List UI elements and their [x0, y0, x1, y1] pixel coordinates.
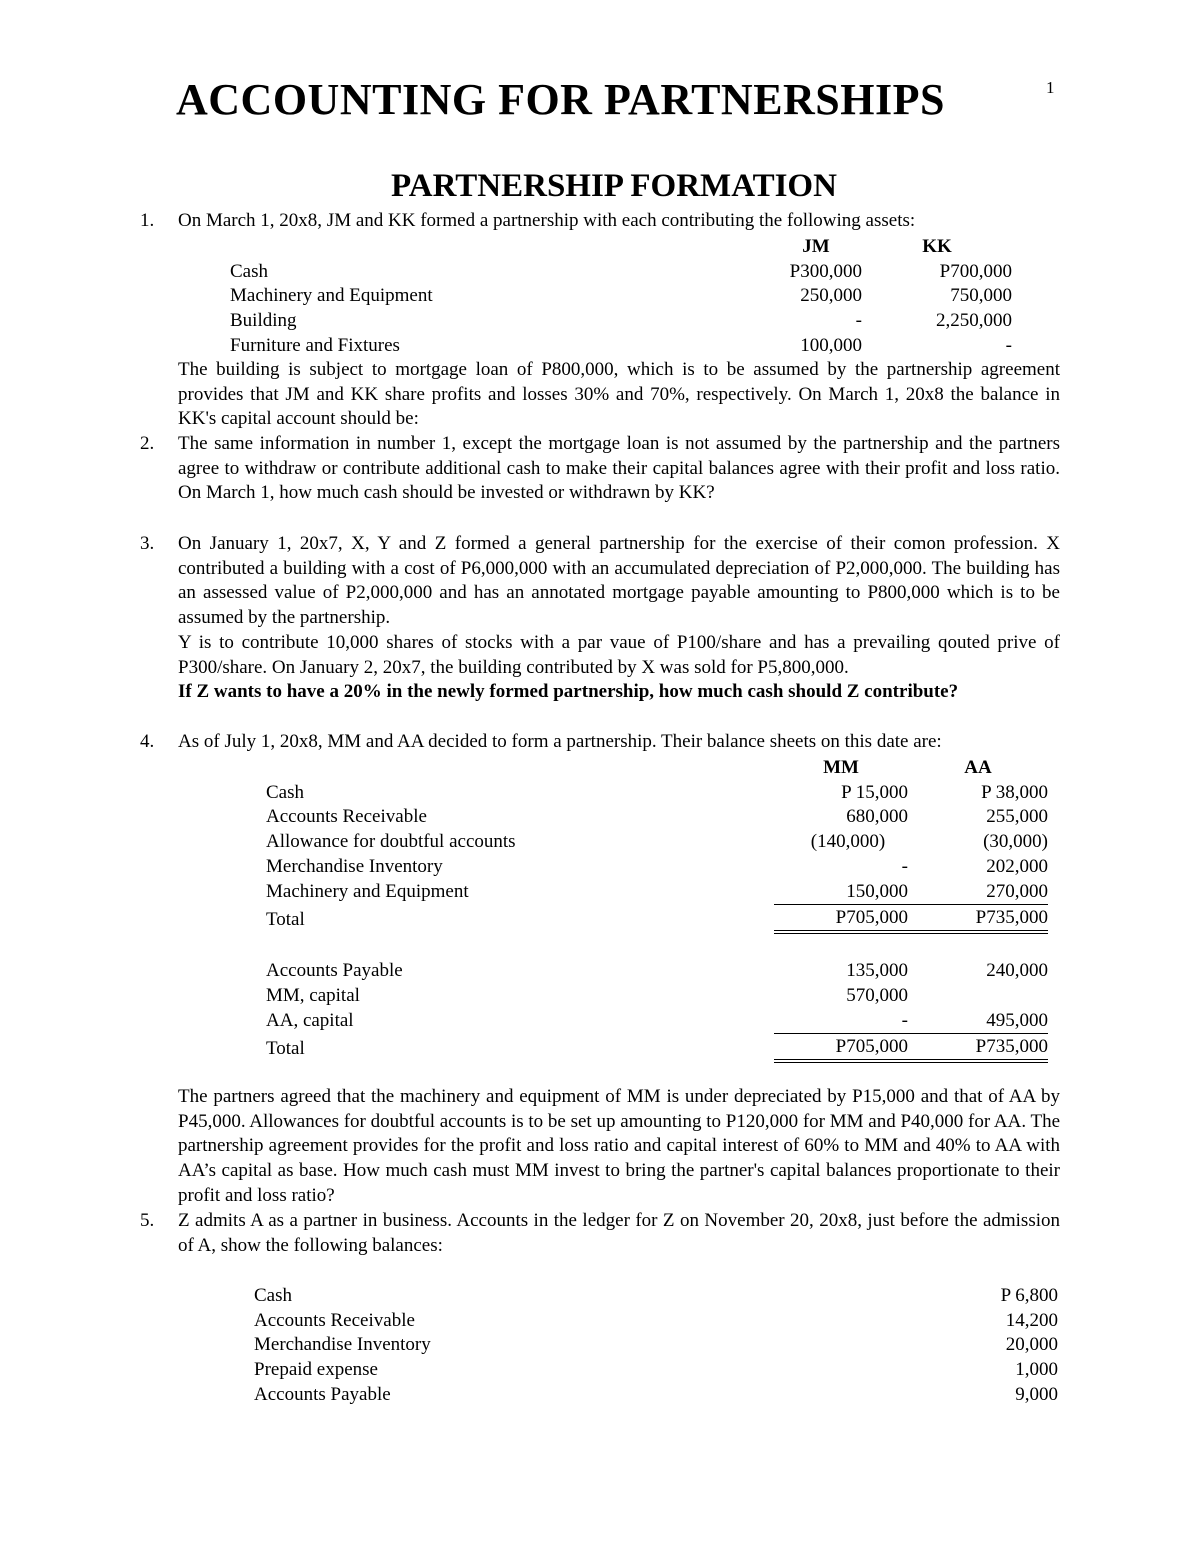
row-value-mm: - [774, 1008, 908, 1033]
q1-intro: On March 1, 20x8, JM and KK formed a partnership with each contributing the following assets: [178, 210, 916, 231]
row-value-aa: 270,000 [908, 879, 1048, 904]
q4-text: The partners agreed that the machinery and equipment of MM is under depreciated by P15,000 and that of AA by P45,000. Allowances for doubtful accounts is to be set up amounting to P120,000 for MM and P40,000 for AA. The partnership agreement provides for the profit and loss ratio and capital interest of 60% to MM and 40% to AA with AA’s capital as base. How much cash must MM invest to bring the partner's capital balances proportionate to their profit and loss ratio? [178, 1086, 1061, 1206]
table-row [266, 879, 1048, 904]
row-label: Accounts Receivable [254, 1309, 415, 1331]
table-row [266, 829, 1048, 854]
row-value-kk: 750,000 [950, 285, 1012, 307]
row-value-mm: 135,000 [846, 960, 908, 982]
row-label: Allowance for doubtful accounts [266, 831, 516, 853]
row-value-aa: P 38,000 [981, 781, 1048, 803]
row-label: Cash [230, 260, 268, 282]
row-value-mm: (140,000) [810, 831, 886, 853]
row-value: 9,000 [1015, 1383, 1058, 1405]
q4-intro: As of July 1, 20x8, MM and AA decided to form a partnership. Their balance sheets on this date are: [178, 731, 942, 752]
table-row [254, 1382, 1058, 1407]
row-label: Cash [254, 1284, 292, 1306]
table-row [266, 780, 1048, 805]
table-row [230, 308, 1012, 333]
table-row [254, 1333, 1058, 1358]
q5-text: Z admits A as a partner in business. Accounts in the ledger for Z on November 20, 20x8, just before the admission of A, show the following balances: [178, 1210, 1060, 1256]
row-label: Accounts Payable [254, 1383, 391, 1405]
row-label: Accounts Receivable [266, 806, 427, 828]
q1-assets-table [230, 234, 1012, 358]
row-value-mm: 150,000 [774, 879, 908, 904]
row-label: Machinery and Equipment [230, 285, 433, 307]
row-value-kk: - [1005, 334, 1012, 356]
question-number-5: 5. [140, 1210, 155, 1231]
table-row [266, 983, 1048, 1008]
row-value-mm: 570,000 [846, 985, 908, 1007]
table-row [230, 234, 1012, 259]
table-row [266, 755, 1048, 780]
table-row [230, 333, 1012, 358]
row-value-kk: 2,250,000 [936, 310, 1012, 332]
row-label: AA, capital [266, 1010, 354, 1032]
row-value-jm: 100,000 [800, 334, 862, 356]
row-value-jm: - [855, 310, 862, 332]
row-label: Accounts Payable [266, 960, 403, 982]
q3-question: If Z wants to have a 20% in the newly formed partnership, how much cash should Z contribute? [178, 681, 959, 702]
row-value: 14,200 [1005, 1309, 1058, 1331]
section-heading: PARTNERSHIP FORMATION [391, 168, 837, 204]
row-label: Furniture and Fixtures [230, 334, 400, 356]
question-number-1: 1. [140, 210, 155, 231]
row-value-aa: 202,000 [986, 855, 1048, 877]
row-label: Total [266, 1037, 305, 1059]
table-row [266, 1008, 1048, 1033]
table-row [254, 1308, 1058, 1333]
table-row [266, 959, 1048, 984]
row-label: Machinery and Equipment [266, 881, 469, 903]
q2-text: The same information in number 1, except the mortgage loan is not assumed by the partnership and the partners agree to withdraw or contribute additional cash to make their capital balances agree with their profit and loss ratio. On March 1, how much cash should be invested or withdrawn by KK? [178, 433, 1060, 504]
row-label: Merchandise Inventory [254, 1334, 431, 1356]
table-row [266, 854, 1048, 879]
row-label: Merchandise Inventory [266, 855, 443, 877]
table-row-total [266, 904, 1048, 931]
row-value-kk: P700,000 [939, 260, 1012, 282]
row-label: Building [230, 310, 297, 332]
row-label: Prepaid expense [254, 1359, 378, 1381]
row-value-aa [908, 983, 1048, 1008]
q3-text-2: Y is to contribute 10,000 shares of stocks with a par vaue of P100/share and has a prevailing qouted prive of P300/share. On January 2, 20x7, the building contributed by X was sold for P5,800,000. [178, 632, 1060, 678]
row-value-mm: P 15,000 [841, 781, 908, 803]
question-number-3: 3. [140, 533, 155, 554]
row-value-aa: 495,000 [908, 1008, 1048, 1033]
row-label: Cash [266, 781, 304, 803]
row-value-aa: (30,000) [983, 831, 1048, 853]
q4-col-aa: AA [964, 756, 992, 778]
table-row [266, 805, 1048, 830]
table-row [230, 259, 1012, 284]
row-value: P 6,800 [1000, 1284, 1058, 1306]
q1-col-jm: JM [802, 235, 830, 257]
page-title: ACCOUNTING FOR PARTNERSHIPS [176, 75, 945, 124]
total-mm: P705,000 [774, 904, 908, 931]
row-value-mm: 680,000 [846, 806, 908, 828]
row-value-aa: 240,000 [986, 960, 1048, 982]
table-row [254, 1357, 1058, 1382]
row-value: 1,000 [1015, 1359, 1058, 1381]
page-number: 1 [1046, 78, 1055, 97]
row-value: 20,000 [1005, 1334, 1058, 1356]
total-aa: P735,000 [908, 904, 1048, 931]
table-row [254, 1283, 1058, 1308]
q5-ledger-table [254, 1283, 1058, 1407]
row-label: Total [266, 908, 305, 930]
question-number-4: 4. [140, 731, 155, 752]
row-label: MM, capital [266, 985, 360, 1007]
q4-col-mm: MM [823, 756, 859, 778]
question-number-2: 2. [140, 433, 155, 454]
spacer-row [266, 932, 1048, 959]
table-row [230, 284, 1012, 309]
row-value-jm: P300,000 [789, 260, 862, 282]
total-mm: P705,000 [774, 1033, 908, 1060]
table-row-total [266, 1033, 1048, 1060]
q1-text: The building is subject to mortgage loan of P800,000, which is to be assumed by the partnership agreement provides that JM and KK share profits and losses 30% and 70%, respectively. On March 1, 20x8 the balance in KK's capital account should be: [178, 359, 1060, 430]
total-aa: P735,000 [908, 1033, 1048, 1060]
row-value-jm: 250,000 [800, 285, 862, 307]
row-value-mm: - [901, 855, 908, 877]
q1-col-kk: KK [922, 235, 952, 257]
row-value-aa: 255,000 [986, 806, 1048, 828]
q3-text-1: On January 1, 20x7, X, Y and Z formed a general partnership for the exercise of their comon profession. X contributed a building with a cost of P6,000,000 with an accumulated depreciation of P2,000,000. The building has an assessed value of P2,000,000 and has an annotated mortgage payable amounting to P800,000 which is to be assumed by the partnership. [178, 533, 1060, 629]
q4-balance-sheet [266, 755, 1048, 1063]
